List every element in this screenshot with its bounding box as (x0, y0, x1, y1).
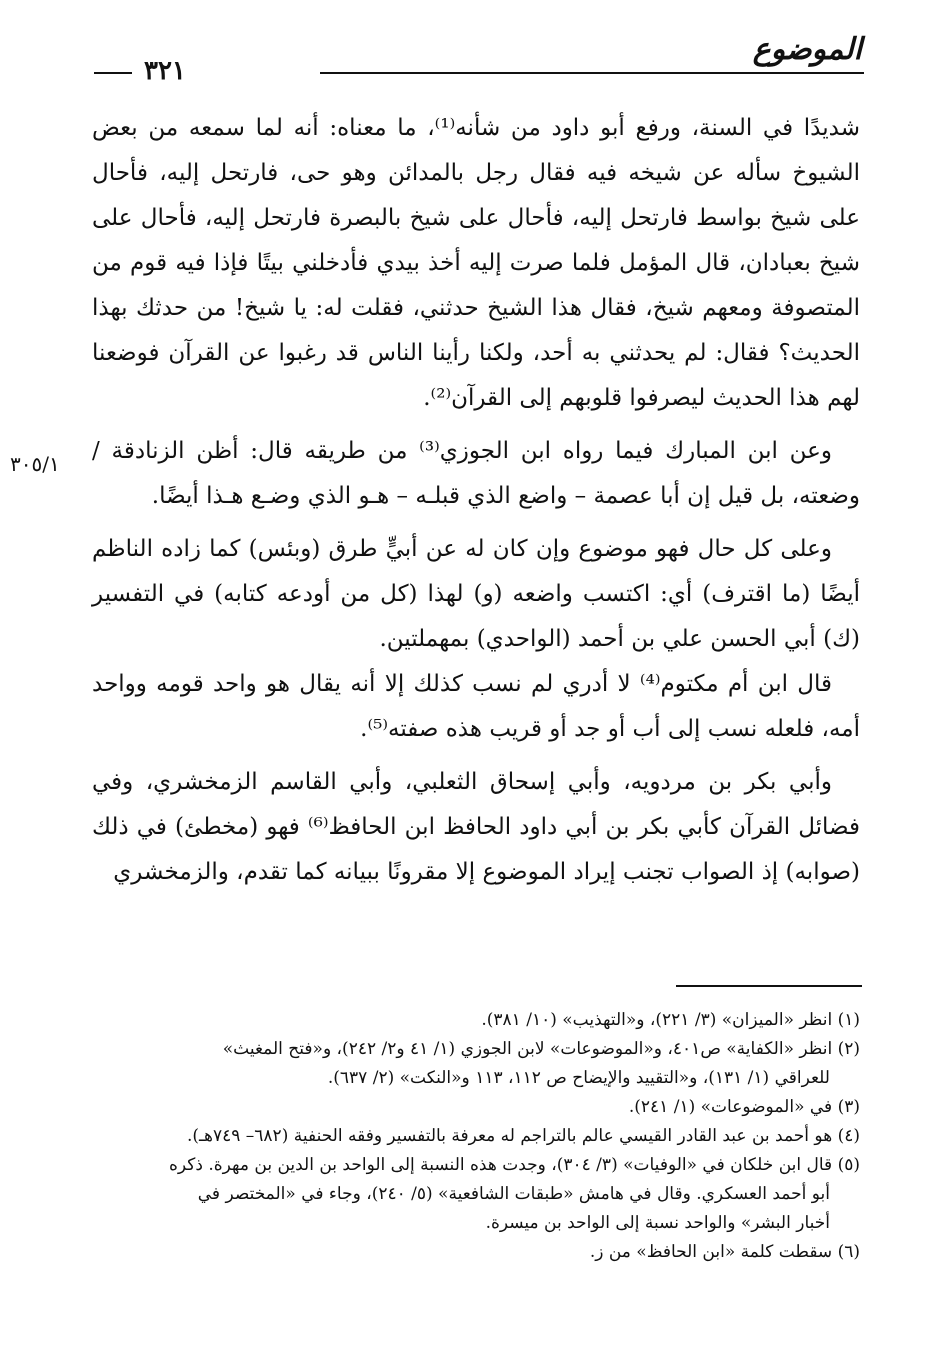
header-rule (320, 72, 864, 74)
margin-reference: ٣٠٥/١ (10, 452, 60, 476)
paragraph: وعن ابن المبارك فيما رواه ابن الجوزي⁽³⁾ من طريقه قال: أظن الزنادقة / وضعته، بل قيل إن أبا عصمة – واضع الذي قبلـه – هـو الذي وضـع هـذا أيضًا. (92, 438, 860, 509)
paragraph: قال ابن أم مكتوم⁽⁴⁾ لا أدري لم نسب كذلك إلا أنه يقال هو واحد قومه وواحد أمه، فلعله نسب إلى أب أو جد أو قريب هذه صفته⁽⁵⁾. (92, 671, 860, 742)
footnote: (٤) هو أحمد بن عبد القادر القيسي عالم بالتراجم له معرفة بالتفسير وفقه الحنفية (٦٨٢– ٧٤٩هـ). (186, 1126, 860, 1146)
footnote: (٣) في «الموضوعات» (١/ ٢٤١). (628, 1097, 860, 1117)
footnote-continuation: للعراقي (١/ ١٣١)، و«التقييد والإيضاح ص ١١٢، ١١٣ و«النكت» (٢/ ٦٣٧). (327, 1068, 830, 1088)
footnote: (١) انظر «الميزان» (٣/ ٢٢١)، و«التهذيب» (١٠/ ٣٨١). (481, 1010, 860, 1030)
running-title: الموضوع (752, 32, 862, 67)
page-number: ٣٢١ (144, 56, 186, 86)
paragraph: وعلى كل حال فهو موضوع وإن كان له عن أبيٍّ طرق (وبئس) كما زاده الناظم أيضًا (ما اقترف) أي: اكتسب واضعه (و) لهذا (كل من أودعه كتابه) في التفسير (ك) أبي الحسن علي بن أحمد (الواحدي) بمهملتين. (92, 536, 860, 652)
footnote-continuation: أخبار البشر» والواحد نسبة إلى الواحد بن ميسرة. (485, 1213, 830, 1233)
footnote: (٢) انظر «الكفاية» ص٤٠١، و«الموضوعات» لابن الجوزي (١/ ٤١ و٢/ ٢٤٢)، و«فتح المغيث» (222, 1039, 860, 1059)
header-rule-short (94, 72, 132, 74)
footnotes (92, 1006, 860, 1267)
page-header (88, 30, 864, 90)
main-text (92, 106, 860, 895)
footnote: (٦) سقطت كلمة «ابن الحافظ» من ز. (589, 1242, 860, 1262)
footnote-separator (676, 985, 862, 987)
paragraph: وأبي بكر بن مردويه، وأبي إسحاق الثعلبي، وأبي القاسم الزمخشري، وفي فضائل القرآن كأبي بكر بن أبي داود الحافظ ابن الحافظ⁽⁶⁾ فهو (مخطئ) في ذلك (صوابه) إذ الصواب تجنب إيراد الموضوع إلا مقرونًا ببيانه كما تقدم، والزمخشري (92, 769, 860, 885)
footnote: (٥) قال ابن خلكان في «الوفيات» (٣/ ٣٠٤)، وجدت هذه النسبة إلى الواحد بن الدين بن مهرة. ذكره (168, 1155, 860, 1175)
footnote-continuation: أبو أحمد العسكري. وقال في هامش «طبقات الشافعية» (٥/ ٢٤٠)، وجاء في «المختصر في (197, 1184, 830, 1204)
paragraph: شديدًا في السنة، ورفع أبو داود من شأنه⁽¹⁾، ما معناه: أنه لما سمعه من بعض الشيوخ سأله عن شيخه فيه فقال رجل بالمدائن وهو حى، فارتحل إليه، فأحال على شيخ بواسط فارتحل إليه، فأحال على شيخ بالبصرة فارتحل إليه، فأحال على شيخ بعبادان، قال المؤمل فلما صرت إليه أخذ بيدي فأدخلني بيتًا فإذا فيه قوم من المتصوفة ومعهم شيخ، فقال هذا الشيخ حدثني، فقلت له: يا شيخ! من حدثك بهذا الحديث؟ فقال: لم يحدثني به أحد، ولكنا رأينا الناس قد رغبوا عن القرآن فوضعنا لهم هذا الحديث ليصرفوا قلوبهم إلى القرآن⁽²⁾. (92, 115, 860, 411)
